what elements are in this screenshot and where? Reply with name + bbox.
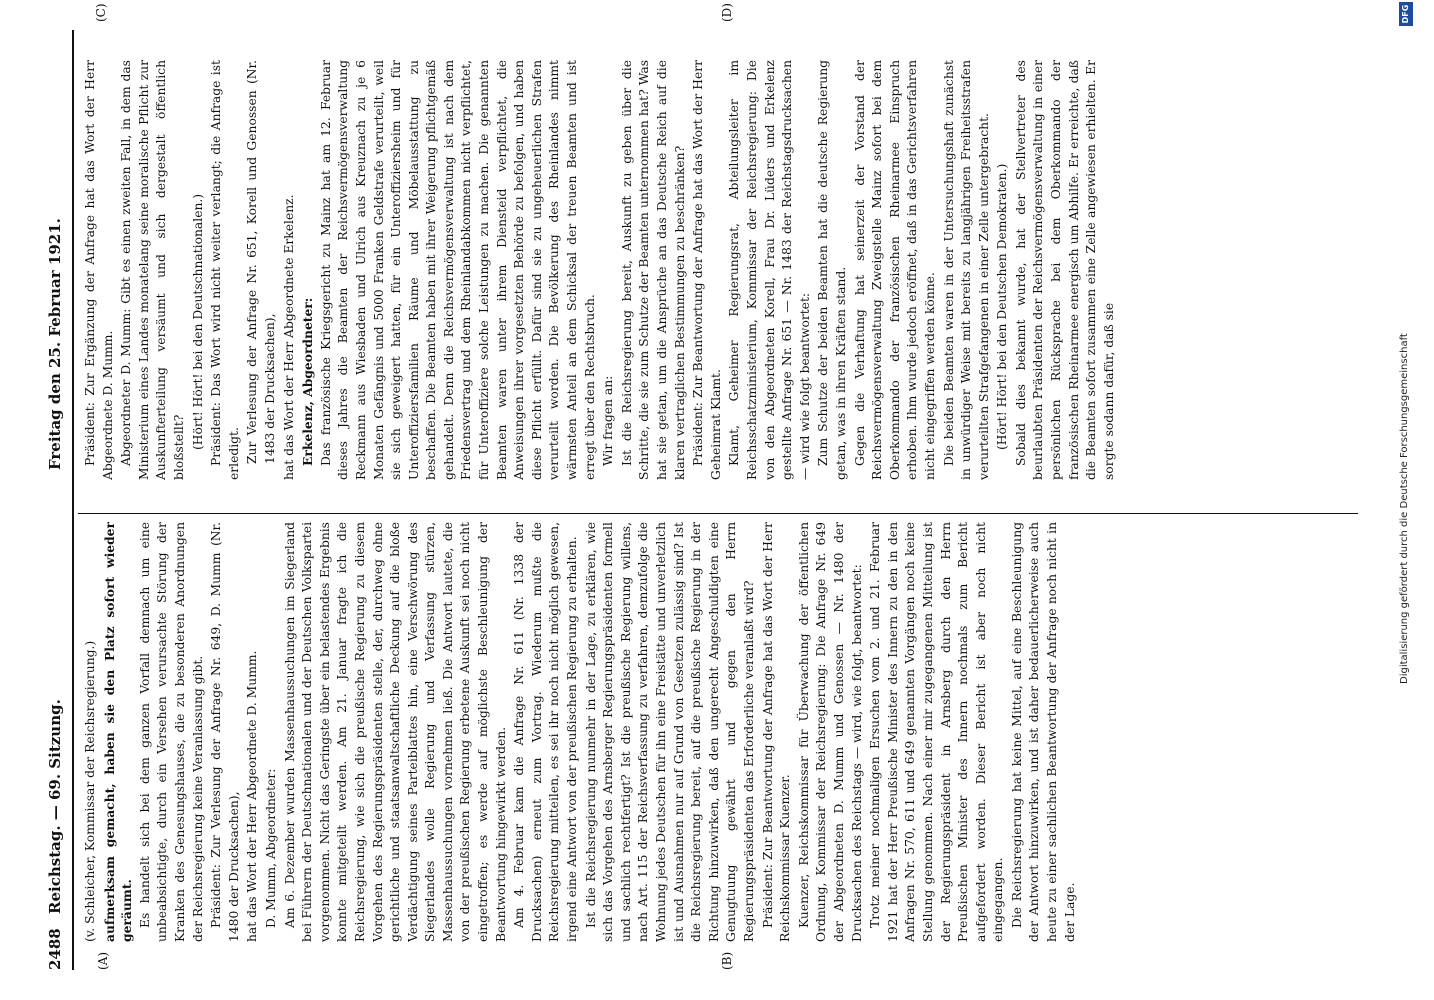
paragraph: aufmerksam gemacht, haben sie den Platz sofort wieder geräumt. — [101, 522, 135, 942]
page-header — [46, 34, 74, 970]
paragraph: Zum Schutze der beiden Beamten hat die deutsche Regierung getan, was in ihren Kräften stand. — [816, 60, 848, 480]
speaker-heading: D. Mumm, Abgeordneter: — [263, 768, 278, 928]
paragraph: Abgeordneter D. Mumm: Gibt es einen zweiten Fall, in dem das Ministerium eines Landes monatelang seine moralische Pflicht zur Auskunfterteilung versäumt und sich dergestalt öffentlich bloßstellt? — [119, 60, 186, 480]
speaker-heading: Erkelenz, Abgeordneter: — [300, 297, 316, 466]
interjection: (Hört! Hört! bei den Deutschen Demokraten.) — [995, 163, 1010, 450]
paragraph: Trotz meiner nochmaligen Ersuchen vom 2. und 21. Februar 1921 hat der Herr Preußische Minister des Innern zu den in den Anfragen Nr. 570, 611 und 649 genannten Vorgängen noch keine Stellung genommen. Nach einer mir zugegangenen Mitteilung ist der Regierungspräsident in Arnsberg durch den Herrn Preußischen Minister des Innern nochmals zum Bericht aufgefordert worden. Dieser Bericht ist aber noch nicht eingegangen. — [868, 522, 1006, 942]
digitization-credit — [1397, 4, 1421, 994]
right-column — [82, 60, 1342, 480]
paragraph: Ist die Reichsregierung nunmehr in der Lage, zu erklären, wie sich das Vorgehen des Arnsberger Regierungspräsidenten formell und sachlich rechtfertigt? Ist die preußische Regierung willens, nach Art. 115 der Reichsverfassung zu verfahren, demzufolge die Wohnung jedes Deutschen für ihn eine Freistätte und unverletzlich ist und Ausnahmen nur auf Grund von Gesetzen zulässig sind? Ist die Reichsregierung bereit, auf die preußische Regierung in der Richtung hinzuwirken, daß den ungerecht Angeschuldigten eine Genugtuung gewährt und gegen den Herrn Regierungspräsidenten das Erforderliche veranlaßt wird? — [583, 522, 756, 942]
header-rule — [72, 30, 74, 970]
president-remark: Präsident: Zur Ergänzung der Anfrage hat das Wort der Herr Abgeordnete D. Mumm. — [83, 60, 115, 480]
paragraph: Gegen die Verhaftung hat seinerzeit der Vorstand der Reichsvermögensverwaltung Zweigstelle Mainz sofort bei dem Oberkommando der französischen Rheinarmee Einspruch erhoben. Ihm wurde jedoch eröffnet, daß in das Gerichtsverfahren nicht eingegriffen werden könne. — [852, 60, 937, 480]
credit-text: Digitalisierung gefördert durch die Deutsche Forschungsgemeinschaft — [1399, 333, 1410, 684]
left-column — [82, 522, 1342, 942]
paragraph: Die beiden Beamten waren in der Untersuchungshaft zunächst in unwürdiger Weise mit bereits zu langjährigen Freiheitsstrafen verurteilten Strafgefangenen in einer Zelle untergebracht. — [941, 60, 991, 480]
dfg-logo: DFG — [1399, 2, 1413, 26]
paragraph: Klamt, Geheimer Regierungsrat, Abteilungsleiter im Reichsschatzministerium, Kommissar der Reichsregierung: Die von den Abgeordneten Korell, Frau Dr. Lüders und Erkelenz gestellte Anfrage Nr. 651 — Nr. 1483 der Reichstagsdrucksachen — wird wie folgt beantwortet: — [727, 60, 812, 480]
president-remark: Präsident: Zur Verlesung der Anfrage Nr. 649, D. Mumm (Nr. 1480 der Drucksachen), — [209, 522, 241, 942]
page-number: 2488 — [46, 928, 64, 970]
paragraph: Kuenzer, Reichskommissar für Überwachung der öffentlichen Ordnung, Kommissar der Reichsregierung: Die Anfrage Nr. 649 der Abgeordneten D. Mumm und Genossen — Nr. 1480 der Drucksachen des Reichstags — wird, wie folgt, beantwortet: — [796, 522, 864, 942]
session-date: Freitag den 25. Februar 1921. — [46, 218, 64, 470]
speaker-continuation: (v. Schleicher, Kommissar der Reichsregierung.) — [83, 640, 97, 942]
paragraph: Die Reichsregierung hat keine Mittel, auf eine Beschleunigung der Antwort hinzuwirken, und ist daher bedauerlicherweise auch heute zu einer sachlichen Beantwortung der Anfrage noch nicht in der Lage. — [1009, 522, 1077, 942]
margin-marker-a: (A) — [96, 951, 110, 970]
paragraph: hat das Wort der Herr Abgeordnete Erkelenz. — [281, 194, 296, 480]
margin-marker-c: (C) — [94, 3, 108, 22]
president-remark: Präsident: Zur Beantwortung der Anfrage hat das Wort der Herr Reichskommissar Kuenzer. — [760, 522, 793, 942]
paragraph: Sobald dies bekannt wurde, hat der Stellvertreter des beurlaubten Präsidenten der Reichsvermögensverwaltung in einer persönlichen Rücksprache bei dem Oberkommando der französischen Rheinarmee energisch um Abhilfe. Er erreichte, daß die Beamten sofort zusammen eine Zelle angewiesen erhielten. Er sorgte sodann dafür, daß sie — [1013, 60, 1116, 480]
margin-marker-d: (D) — [720, 3, 734, 22]
president-remark: Präsident: Zur Beantwortung der Anfrage hat das Wort der Herr Geheimrat Klamt. — [691, 60, 723, 480]
running-title: Reichstag. — 69. Sitzung. — [46, 699, 64, 914]
president-remark: Präsident: Das Wort wird nicht weiter verlangt; die Anfrage ist erledigt. — [209, 60, 241, 480]
paragraph: Am 4. Februar kam die Anfrage Nr. 611 (Nr. 1338 der Drucksachen) erneut zum Vortrag. Wiederum mußte die Reichsregierung mitteilen, es sei ihr noch nicht möglich gewesen, irgend eine Antwort von der preußischen Regierung zu erhalten. — [512, 522, 580, 942]
margin-marker-b: (B) — [720, 951, 734, 970]
paragraph: Es handelt sich bei dem ganzen Vorfall demnach um eine unbeabsichtigte, durch ein Versehen verursachte Störung der Kranken des Genesungshauses, die zu besonderen Anordnungen der Reichsregierung keine Veranlassung gibt. — [137, 522, 205, 942]
paragraph: Ist die Reichsregierung bereit, Auskunft zu geben über die Schritte, die sie zum Schutze der Beamten unternommen hat? Was hat sie getan, um die Ansprüche an das Deutsche Reich auf die klaren vertraglichen Bestimmungen zu beschränken? — [619, 60, 687, 480]
interjection: (Hört! Hört! bei den Deutschnationalen.) — [190, 193, 205, 450]
paragraph: Wir fragen an: — [601, 375, 616, 466]
paragraph: Am 6. Dezember wurden Massenhaussuchungen im Siegerland bei Führern der Deutschnationalen und der Deutschen Volkspartei vorgenommen. Nicht das Geringste über ein belastendes Ergebnis konnte mitgeteilt werden. Am 21. Januar fragte ich die Reichsregierung, wie sich die preußische Regierung zu diesem Vorgehen des Regierungspräsidenten stelle, der, durchweg ohne gerichtliche und staatsanwaltschaftliche Deckung auf die bloße Verdächtigung seines Parteiblattes hin, eine Verschwörung des Siegerlandes wolle Regierung und Verfassung stürzen, Massenhaussuchungen vornehmen ließ. Die Antwort lautete, die von der preußischen Regierung erbetene Auskunft sei noch nicht eingetroffen; es werde auf möglichste Beschleunigung der Beantwortung hingewirkt werden. — [282, 522, 508, 942]
column-divider — [78, 513, 1358, 514]
paragraph: hat das Wort der Herr Abgeordnete D. Mumm. — [245, 650, 260, 942]
paragraph: Zur Verlesung der Anfrage Nr. 651, Korell und Genossen (Nr. 1483 der Drucksachen), — [245, 60, 277, 464]
paragraph: Das französische Kriegsgericht zu Mainz hat am 12. Februar dieses Jahres die Beamten der Reichsvermögensverwaltung Reckmann aus Wiesbaden und Ulrich aus Kreuznach zu je 6 Monaten Gefängnis und 5000 Franken Geldstrafe verurteilt, weil sie sich geweigert hatten, für ein Unteroffiziersheim und für Unteroffiziersfamilien Räume und Möbelausstattung zu beschaffen. Die Beamten haben mit ihrer Weigerung pflichtgemäß gehandelt. Denn die Reichsvermögensverwaltung ist nach dem Friedensvertrag und dem Rheinlandabkommen nicht verpflichtet, für Unteroffiziere solche Leistungen zu machen. Die genannten Beamten waren unter ihrem Diensteid verpflichtet, die Anweisungen ihrer vorgesetzten Behörde zu befolgen, und haben diese Pflicht erfüllt. Dafür sind sie zu ungeheuerlichen Strafen verurteilt worden. Die Bevölkerung des Rheinlandes nimmt wärmsten Anteil an dem Schicksal der treuen Beamten und ist erregt über den Rechtsbruch. — [318, 60, 597, 480]
